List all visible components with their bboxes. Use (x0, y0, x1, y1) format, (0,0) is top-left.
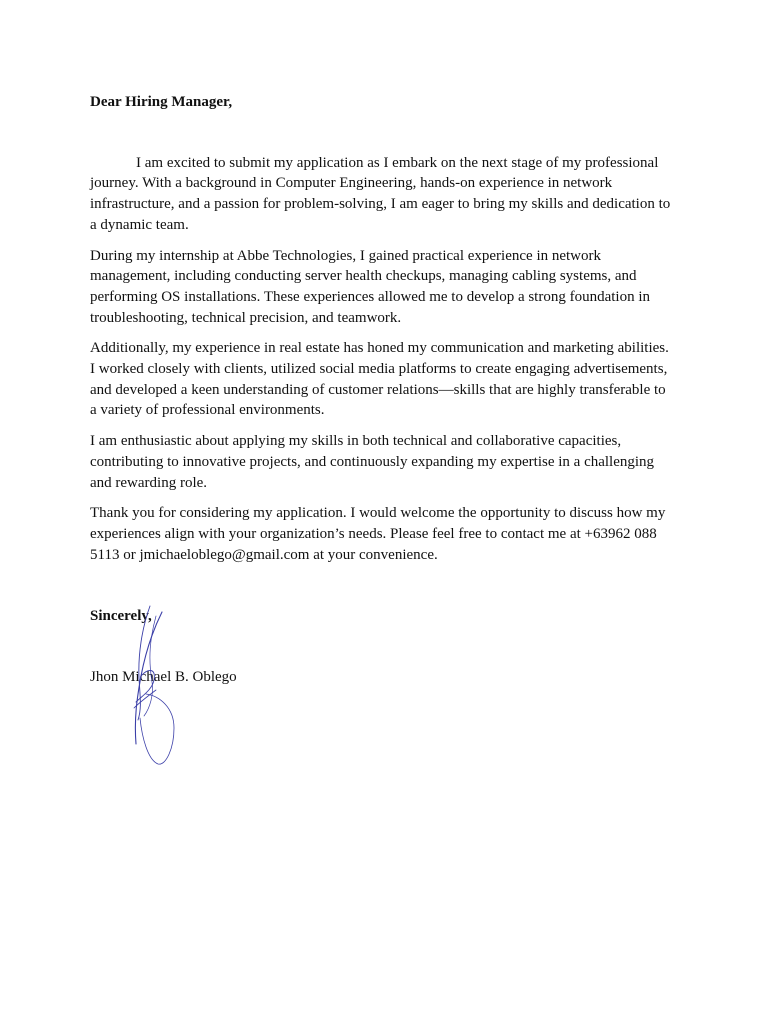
cover-letter (90, 92, 676, 688)
paragraph-intro: I am excited to submit my application as I embark on the next stage of my professional journey. With a background in Computer Engineering, hands-on experience in network infrastructure, and a passion for problem-solving, I am eager to bring my skills and dedication to a dynamic team. (90, 154, 671, 233)
salutation: Dear Hiring Manager, (90, 94, 233, 110)
closing: Sincerely, (90, 608, 152, 625)
paragraph-real-estate: Additionally, my experience in real estate has honed my communication and marketing abilities. I worked closely with clients, utilized social media platforms to create engaging advertisements, and developed a keen understanding of customer relations—skills that are highly transferable to a variety of professional environments. (90, 340, 669, 419)
paragraph-thank-you: Thank you for considering my application. I would welcome the opportunity to discuss how my experiences align with your organization’s needs. Please feel free to contact me at +63962 088 5113 or jmichaeloblego@gmail.com at your convenience. (90, 505, 666, 563)
paragraph-internship: During my internship at Abbe Technologies, I gained practical experience in network management, including conducting server health checkups, managing cabling systems, and performing OS installations. These experiences allowed me to develop a strong foundation in troubleshooting, technical precision, and teamwork. (90, 247, 651, 326)
signer-name: Jhon Michael B. Oblego (90, 669, 237, 686)
paragraph-enthusiasm: I am enthusiastic about applying my skills in both technical and collaborative capacities, contributing to innovative projects, and continuously expanding my expertise in a challenging and rewarding role. (90, 433, 655, 491)
